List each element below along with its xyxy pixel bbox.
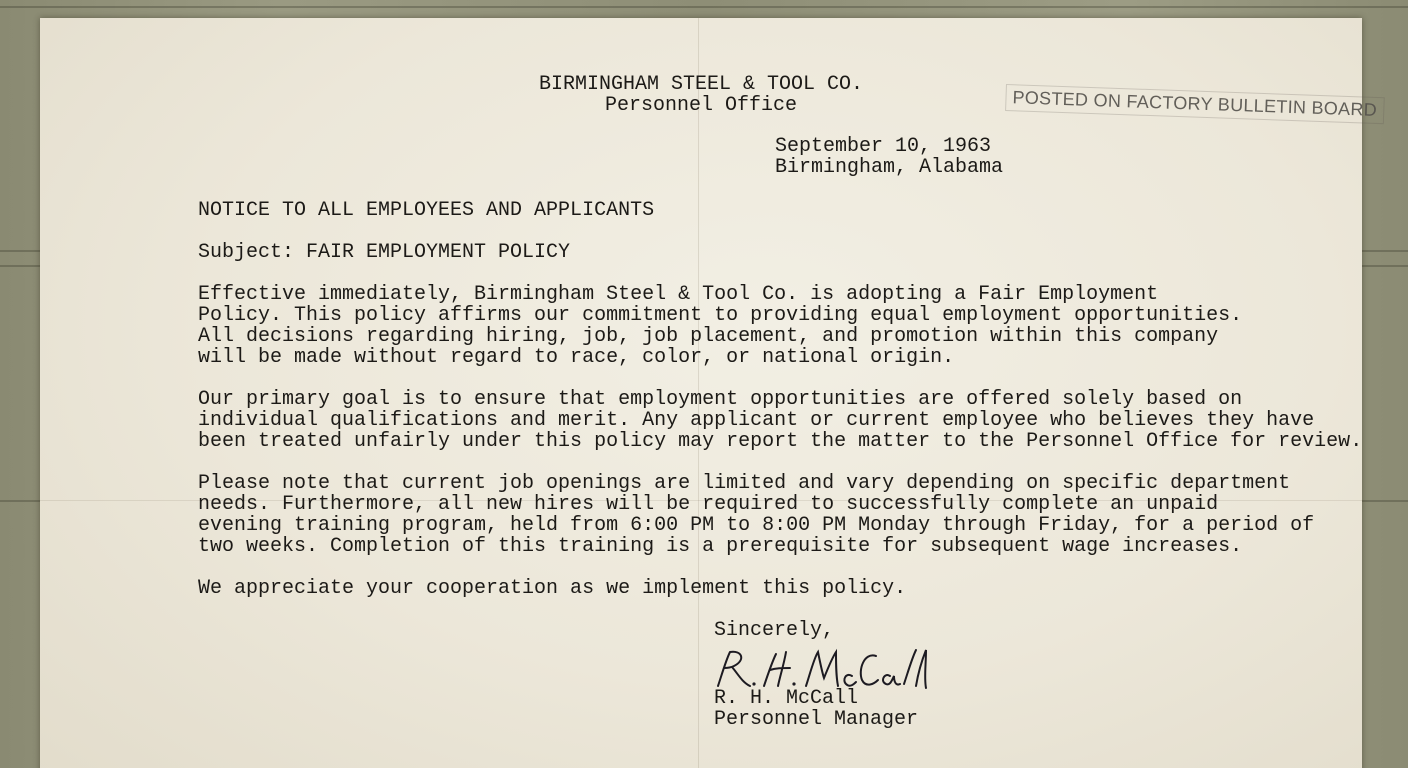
- notice-subject: Subject: FAIR EMPLOYMENT POLICY: [198, 241, 571, 264]
- paragraph-line: needs. Furthermore, all new hires will be required to successfully complete an unpaid: [198, 493, 1219, 516]
- paragraph-line: Policy. This policy affirms our commitment to providing equal employment opportunities.: [198, 304, 1243, 327]
- wood-grain-line: [0, 6, 1408, 8]
- salutation: Sincerely,: [714, 619, 835, 642]
- paragraph-1: [198, 284, 1242, 368]
- paragraph-line: will be made without regard to race, color, or national origin.: [198, 346, 955, 369]
- letter-date: September 10, 1963: [775, 135, 992, 158]
- paragraph-line: two weeks. Completion of this training is a prerequisite for subsequent wage increases.: [198, 535, 1243, 558]
- paragraph-line: All decisions regarding hiring, job, job placement, and promotion within this company: [198, 325, 1219, 348]
- signer-title: Personnel Manager: [714, 708, 919, 731]
- letterhead-office: Personnel Office: [604, 94, 798, 117]
- notice-heading: NOTICE TO ALL EMPLOYEES AND APPLICANTS: [198, 199, 655, 222]
- letter-place: Birmingham, Alabama: [775, 156, 1004, 179]
- paragraph-line: individual qualifications and merit. Any applicant or current employee who believes they have: [198, 409, 1315, 432]
- paragraph-line: Our primary goal is to ensure that employment opportunities are offered solely based on: [198, 388, 1243, 411]
- bulletin-stamp: POSTED ON FACTORY BULLETIN BOARD: [1005, 84, 1384, 124]
- handwritten-signature: [712, 646, 932, 692]
- signer-name: R. H. McCall: [714, 687, 859, 710]
- paragraph-3: [198, 473, 1314, 557]
- paragraph-line: been treated unfairly under this policy may report the matter to the Personnel Office for review.: [198, 430, 1363, 453]
- paragraph-line: Effective immediately, Birmingham Steel & Tool Co. is adopting a Fair Employment: [198, 283, 1159, 306]
- letter-paper: [40, 18, 1378, 768]
- closing-line: We appreciate your cooperation as we implement this policy.: [198, 577, 907, 600]
- paragraph-line: Please note that current job openings are limited and vary depending on specific department: [198, 472, 1291, 495]
- paragraph-2: [198, 389, 1362, 452]
- letterhead-company: BIRMINGHAM STEEL & TOOL CO.: [538, 73, 864, 96]
- paragraph-line: evening training program, held from 6:00 PM to 8:00 PM Monday through Friday, for a period of: [198, 514, 1315, 537]
